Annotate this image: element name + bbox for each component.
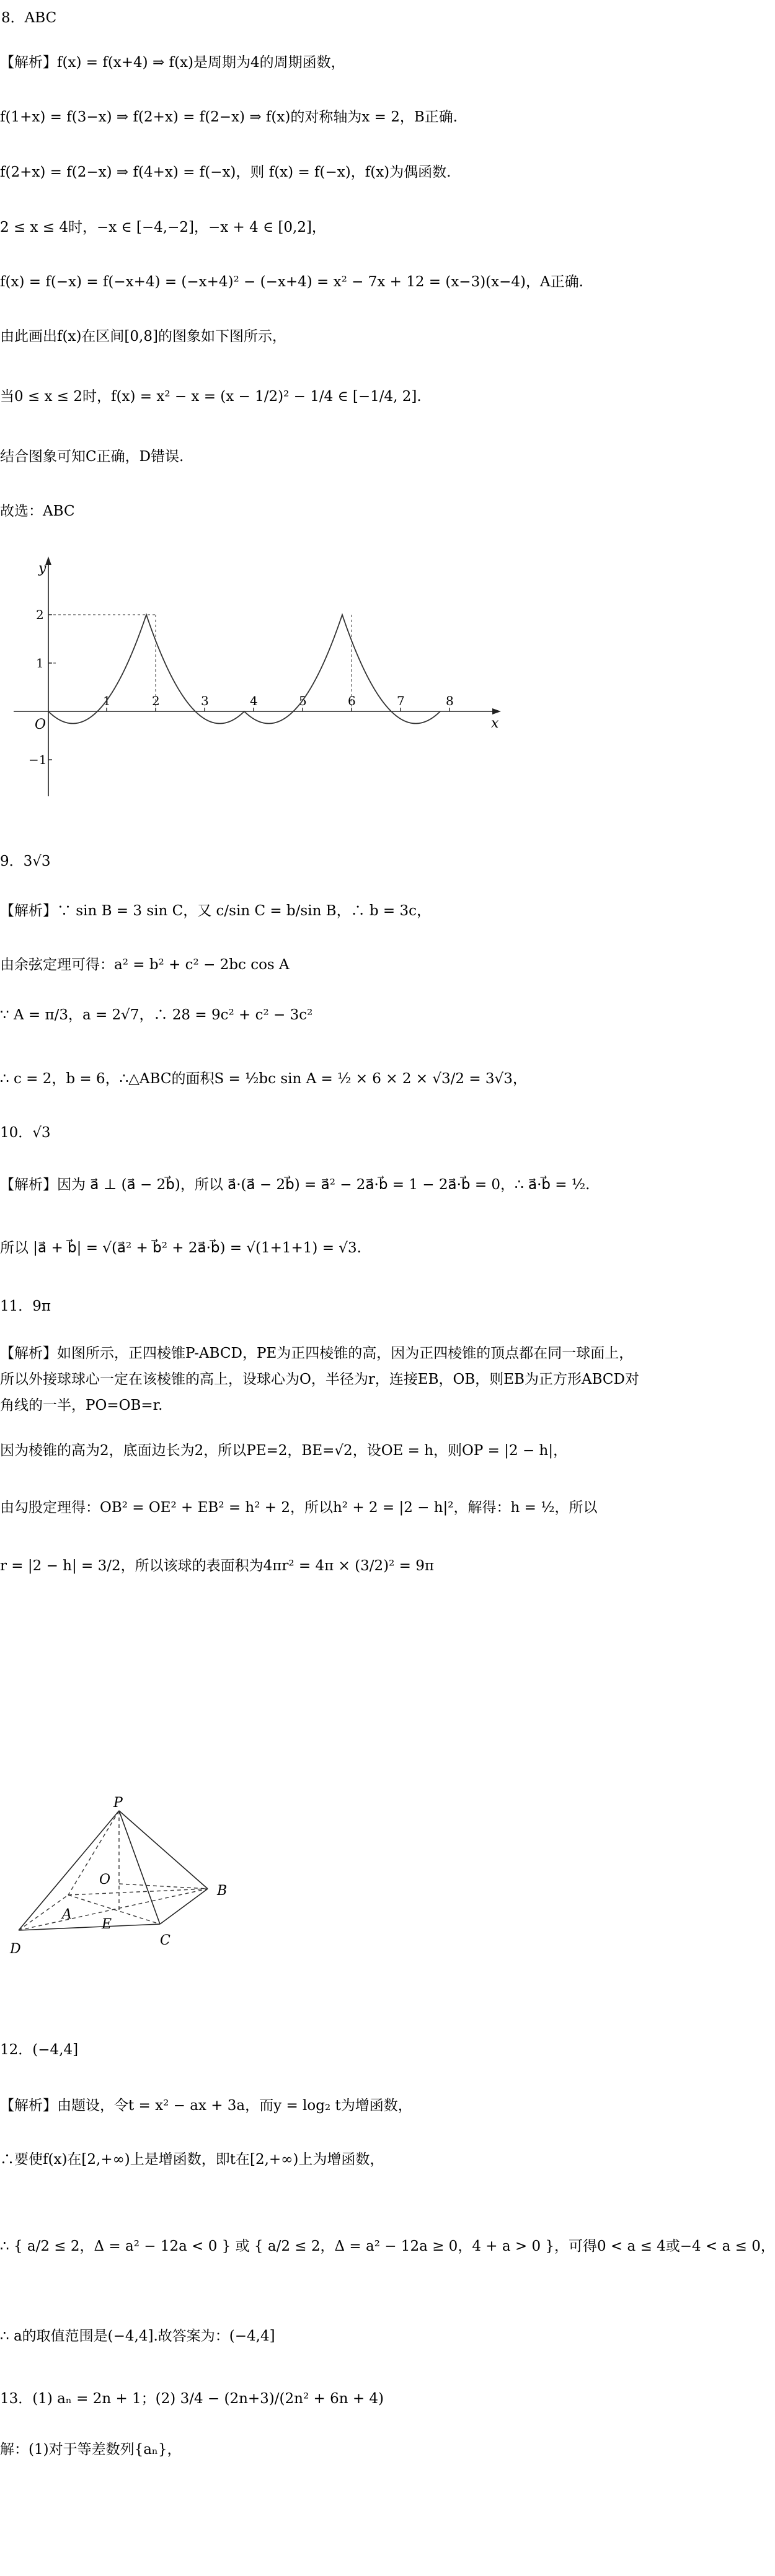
q13-answer-heading: 13．(1) aₙ = 2n + 1；(2) 3/4 − (2n+3)/(2n² + 6n + 4)	[0, 2391, 384, 2407]
function-graph	[0, 545, 521, 806]
edge-DC	[19, 1924, 160, 1930]
q12-analysis-line: 【解析】由题设，令t = x² − ax + 3a，而y = log₂ t为增函数，	[0, 2098, 412, 2114]
q11-analysis-paragraph: 【解析】如图所示，正四棱锥P-ABCD，PE为正四棱锥的高，因为正四棱锥的顶点都在同一球面上，所以外接球球心一定在该棱锥的高上，设球心为O，半径为r，连接EB，OB，则EB为正方形ABCD对角线的一半，PO=OB=r.	[0, 1345, 639, 1413]
y-tick-label: 2	[36, 607, 44, 622]
q9-analysis-line: ∴ c = 2，b = 6，∴△ABC的面积S = ½bc sin A = ½ × 6 × 2 × √3/2 = 3√3，	[0, 1071, 527, 1087]
q8-analysis-line: 结合图象可知C正确，D错误.	[0, 449, 184, 465]
q12-analysis-line: ∴ { a/2 ≤ 2，Δ = a² − 12a < 0 } 或 { a/2 ≤ 2，Δ = a² − 12a ≥ 0，4 + a > 0 }，可得0 < a ≤ 4或−4 < a ≤ 0，	[0, 2238, 775, 2254]
diagonal-AC	[68, 1895, 160, 1924]
pyramid-solid-edges	[19, 1811, 208, 1930]
pyramid-labels	[9, 1795, 227, 1957]
y-axis-label: y	[38, 561, 46, 576]
q11-analysis-line: r = |2 − h| = 3/2，所以该球的表面积为4πr² = 4π × (3/2)² = 9π	[0, 1558, 434, 1574]
q8-analysis-line: f(2+x) = f(2−x) ⇒ f(4+x) = f(−x)，则 f(x) = f(−x)，f(x)为偶函数.	[0, 164, 451, 180]
graph-ticks	[48, 615, 450, 760]
pyramid-hidden-edges	[19, 1811, 208, 1930]
q8-analysis-line: 【解析】f(x) = f(x+4) ⇒ f(x)是周期为4的周期函数，	[0, 55, 345, 71]
pyramid-figure	[0, 1797, 248, 1977]
q8-analysis-line: 由此画出f(x)在区间[0,8]的图象如下图所示，	[0, 328, 286, 345]
q8-analysis-line: 当0 ≤ x ≤ 2时，f(x) = x² − x = (x − 1/2)² − 1/4 ∈ [−1/4, 2].	[0, 389, 422, 405]
edge-PA	[68, 1811, 119, 1895]
x-tick-label: 1	[103, 693, 111, 708]
q8-analysis-line: 2 ≤ x ≤ 4时，−x ∈ [−4,−2]，−x + 4 ∈ [0,2]，	[0, 219, 326, 235]
edge-AB	[68, 1889, 208, 1895]
x-tick-label: 5	[299, 693, 307, 708]
edge-CB	[160, 1889, 208, 1924]
q12-answer-heading: 12．(−4,4]	[0, 2042, 79, 2058]
q8-analysis-line: 故选：ABC	[0, 503, 75, 519]
label-E: E	[102, 1917, 112, 1932]
q13-solution-line: 解：(1)对于等差数列{aₙ}，	[0, 2442, 182, 2458]
label-D: D	[10, 1941, 21, 1957]
q12-analysis-line: ∴ a的取值范围是(−4,4].故答案为：(−4,4]	[0, 2328, 275, 2344]
y-axis-arrow-icon	[45, 556, 51, 565]
q9-analysis-line: 由余弦定理可得：a² = b² + c² − 2bc cos A	[0, 957, 290, 973]
q11-answer-heading: 11．9π	[0, 1298, 51, 1314]
x-tick-label: 2	[152, 693, 160, 708]
q9-analysis-line: ∵ A = π/3，a = 2√7，∴ 28 = 9c² + c² − 3c²	[0, 1007, 313, 1023]
q10-analysis-line: 所以 |a⃗ + b⃗| = √(a⃗² + b⃗² + 2a⃗·b⃗) = √(1+1+1) = √3.	[0, 1240, 361, 1256]
y-tick-label: −1	[29, 752, 47, 767]
q11-analysis-line: 因为棱锥的高为2，底面边长为2，所以PE=2，BE=√2，设OE = h，则OP = |2 − h|，	[0, 1443, 568, 1459]
origin-label: O	[35, 717, 46, 732]
x-axis-arrow-icon	[492, 708, 501, 714]
edge-PB	[119, 1811, 208, 1889]
label-P: P	[113, 1795, 123, 1811]
q9-answer-heading: 9．3√3	[0, 853, 51, 869]
q8-answer-heading: 8．ABC	[1, 10, 57, 26]
graph-tick-labels	[29, 607, 454, 767]
y-tick-label: 1	[36, 656, 44, 670]
q8-analysis-line: f(x) = f(−x) = f(−x+4) = (−x+4)² − (−x+4) = x² − 7x + 12 = (x−3)(x−4)，A正确.	[0, 274, 583, 290]
label-B: B	[217, 1883, 228, 1899]
q8-analysis-line: f(1+x) = f(3−x) ⇒ f(2+x) = f(2−x) ⇒ f(x)的对称轴为x = 2，B正确.	[0, 109, 458, 125]
label-A: A	[62, 1907, 72, 1922]
edge-PC	[119, 1811, 160, 1924]
q10-answer-heading: 10．√3	[0, 1125, 51, 1141]
x-tick-label: 8	[446, 693, 454, 708]
label-C: C	[160, 1933, 170, 1948]
q12-analysis-line: ∴要使f(x)在[2,+∞)上是增函数，即t在[2,+∞)上为增函数，	[0, 2152, 384, 2168]
x-tick-label: 7	[397, 693, 405, 708]
x-tick-label: 3	[201, 693, 209, 708]
label-O: O	[99, 1872, 111, 1888]
q10-analysis-line: 【解析】因为 a⃗ ⊥ (a⃗ − 2b⃗)，所以 a⃗·(a⃗ − 2b⃗) = a⃗² − 2a⃗·b⃗ = 1 − 2a⃗·b⃗ = 0，∴ a⃗·b⃗ = ½.	[0, 1177, 590, 1193]
x-axis-label: x	[491, 716, 499, 731]
x-tick-label: 6	[348, 693, 356, 708]
q11-analysis-line: 由勾股定理得：OB² = OE² + EB² = h² + 2，所以h² + 2 = |2 − h|²，解得：h = ½，所以	[0, 1500, 598, 1516]
x-tick-label: 4	[250, 693, 258, 708]
segment-OB	[119, 1884, 208, 1889]
q9-analysis-line: 【解析】∵ sin B = 3 sin C，又 c/sin C = b/sin B，∴ b = 3c，	[0, 903, 432, 919]
